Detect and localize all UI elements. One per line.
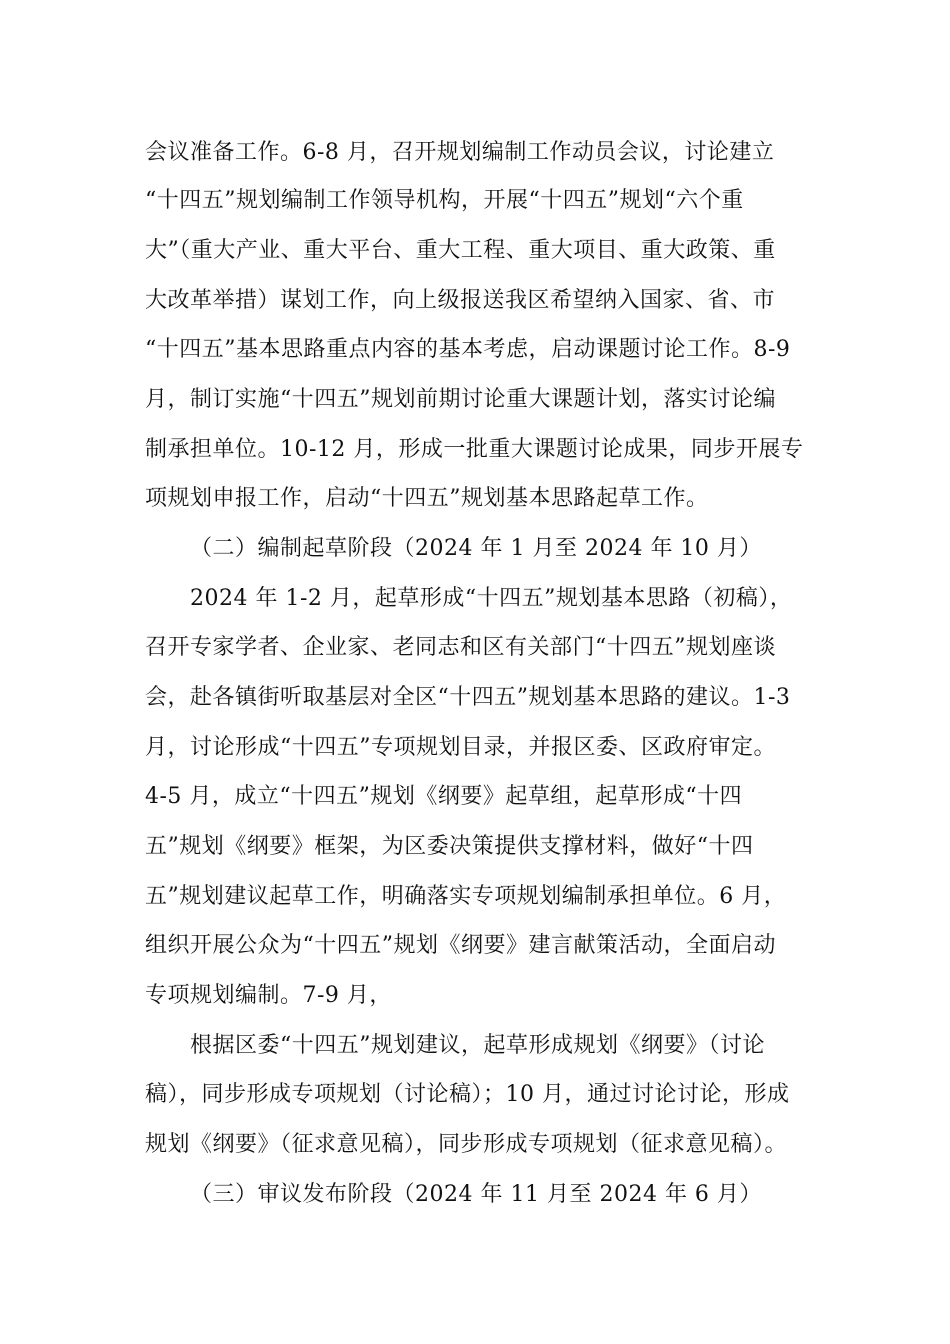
text-line: “十四五”规划编制工作领导机构，开展“十四五”规划“六个重 (145, 188, 744, 213)
text-line: 召开专家学者、企业家、老同志和区有关部门“十四五”规划座谈 (145, 635, 776, 660)
text-line: 大改革举措）谋划工作，向上级报送我区希望纳入国家、省、市 (145, 288, 776, 313)
paragraph-first-line: 根据区委“十四五”规划建议，起草形成规划《纲要》（讨论 (190, 1033, 765, 1058)
text-line: 规划《纲要》（征求意见稿），同步形成专项规划（征求意见稿）。 (145, 1132, 788, 1157)
text-line: 项规划申报工作，启动“十四五”规划基本思路起草工作。 (145, 486, 709, 511)
text-line: 五”规划建议起草工作，明确落实专项规划编制承担单位。6 月， (145, 884, 787, 909)
section-heading: （三）审议发布阶段（2024 年 11 月至 2024 年 6 月） (190, 1182, 762, 1207)
text-line: 月，制订实施“十四五”规划前期讨论重大课题计划，落实讨论编 (145, 387, 776, 412)
text-line: 五”规划《纲要》框架，为区委决策提供支撑材料，做好“十四 (145, 834, 754, 859)
paragraph-first-line: 2024 年 1-2 月，起草形成“十四五”规划基本思路（初稿）， (190, 586, 793, 611)
text-line: 会议准备工作。6-8 月，召开规划编制工作动员会议，讨论建立 (145, 140, 775, 165)
text-line: 大”（重大产业、重大平台、重大工程、重大项目、重大政策、重 (145, 238, 776, 263)
text-line: 4-5 月，成立“十四五”规划《纲要》起草组，起草形成“十四 (145, 784, 743, 809)
text-line: 月，讨论形成“十四五”专项规划目录，并报区委、区政府审定。 (145, 735, 776, 760)
text-line: 会，赴各镇街听取基层对全区“十四五”规划基本思路的建议。1-3 (145, 685, 791, 710)
section-heading: （二）编制起草阶段（2024 年 1 月至 2024 年 10 月） (190, 536, 762, 561)
text-line: “十四五”基本思路重点内容的基本考虑，启动课题讨论工作。8-9 (145, 337, 791, 362)
text-line: 制承担单位。10-12 月，形成一批重大课题讨论成果，同步开展专 (145, 437, 804, 462)
text-line: 专项规划编制。7-9 月， (145, 983, 392, 1008)
text-line: 稿），同步形成专项规划（讨论稿）；10 月，通过讨论讨论，形成 (145, 1082, 790, 1107)
text-line: 组织开展公众为“十四五”规划《纲要》建言献策活动，全面启动 (145, 933, 776, 958)
